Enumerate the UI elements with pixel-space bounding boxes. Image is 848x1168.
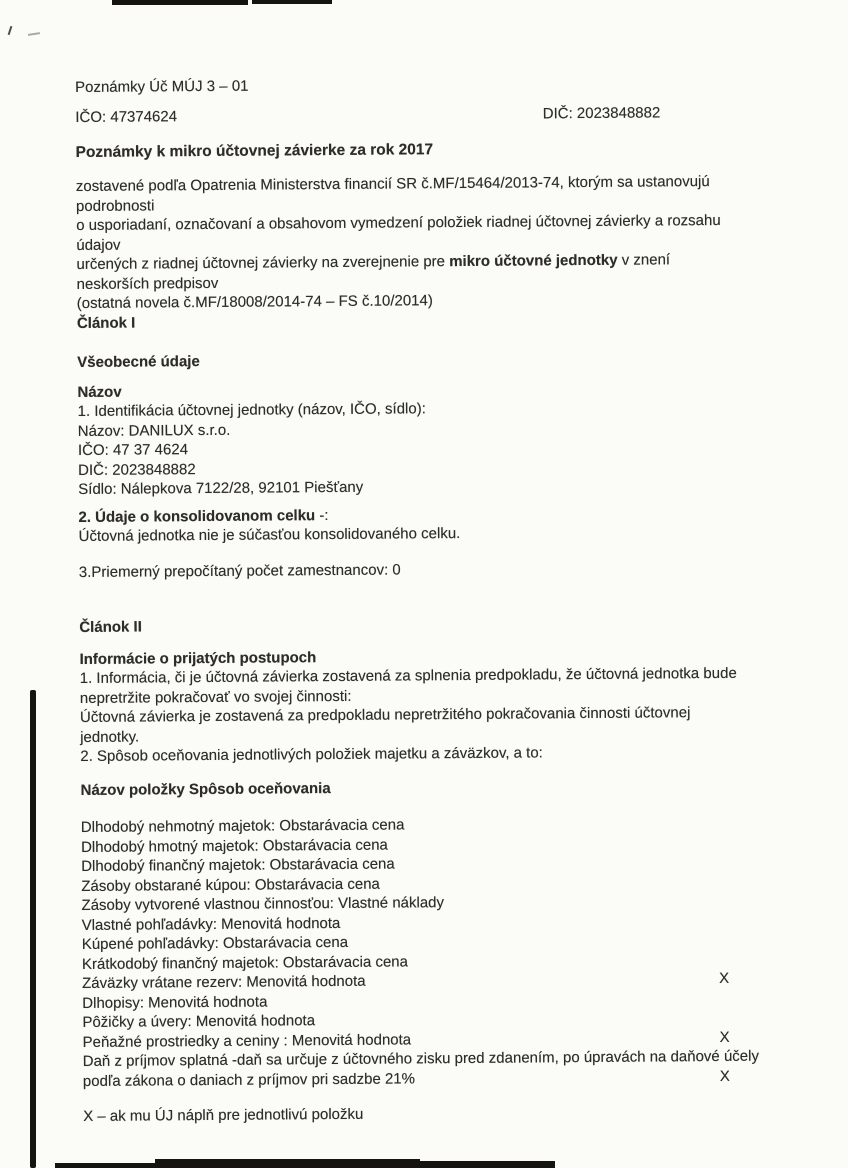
scan-artifact-bottom-strip-3 <box>420 1161 555 1168</box>
procedures-line-2b: jednotky. <box>80 728 140 746</box>
scan-artifact-corner-dash <box>28 32 40 36</box>
consolidation-heading-bold: 2. Údaje o konsolidovanom celku <box>78 506 316 526</box>
intro-line-4: údajov <box>76 236 121 254</box>
valuation-item-text: Zásoby vytvorené vlastnou činnosťou: Vlastné náklady <box>81 894 445 914</box>
identification-line-5: Sídlo: Nálepkova 7122/28, 92101 Piešťany <box>78 478 364 498</box>
article-2-heading: Článok II <box>79 618 142 636</box>
valuation-item-text: Dlhopisy: Menovitá hodnota <box>82 993 268 1012</box>
valuation-footnote: X – ak mu ÚJ náplň pre jednotlivú položku <box>83 1105 364 1125</box>
procedures-line-1a: 1. Informácia, či je účtovná závierka zostavená za splnenia predpokladu, že účtovná jednotka bude <box>79 664 737 687</box>
valuation-item-text: Dlhodobý hmotný majetok: Obstarávacia cena <box>80 836 388 856</box>
nazov-heading: Názov <box>77 383 122 401</box>
scan-artifact-corner-mark <box>8 26 13 35</box>
valuation-item-mark: X <box>719 969 730 987</box>
procedures-block <box>79 644 805 767</box>
valuation-item-text: Krátkodobý finančný majetok: Obstarávacia cena <box>81 952 409 973</box>
valuation-item-text: Dlhodobý finančný majetok: Obstarávacia cena <box>81 855 395 875</box>
valuation-list <box>81 812 808 1091</box>
identification-line-4: DIČ: 2023848882 <box>78 460 196 479</box>
scan-artifact-top-strip-right <box>252 0 332 4</box>
valuation-item <box>83 1046 783 1090</box>
intro-line-6: neskorších predpisov <box>76 274 219 293</box>
document-page <box>75 72 808 1126</box>
intro-line-5-bold: mikro účtovné jednotky <box>449 251 618 271</box>
intro-line-2: podrobnosti <box>75 196 155 215</box>
scan-artifact-bottom-strip-1 <box>55 1163 155 1168</box>
header-ids-row <box>75 103 660 127</box>
intro-line-3: o usporiadaní, označovaní a obsahovom vymedzení položiek riadnej účtovnej závierky a rozsahu <box>76 211 721 234</box>
valuation-heading: Názov položky Spôsob oceňovania <box>80 779 331 799</box>
procedures-line-1b: nepretržite pokračovať vo svojej činnosti: <box>79 687 352 707</box>
intro-line-5-pre: určených z riadnej účtovnej závierky na zverejnenie pre <box>76 253 450 273</box>
valuation-item-text: Daň z príjmov splatná -daň sa určuje z účtovného zisku pred zdanením, po úpravách na daňové účely podľa zákona o daniach z príjmov pri sadzbe 21% <box>82 1047 760 1090</box>
valuation-item-text: Pôžičky a úvery: Menovitá hodnota <box>82 1012 316 1031</box>
dic-value: DIČ: 2023848882 <box>542 103 661 122</box>
valuation-item-text: Peňažné prostriedky a ceniny : Menovitá hodnota <box>82 1030 412 1051</box>
procedures-line-2a: Účtovná závierka je zostavená za predpokladu nepretržitého pokračovania činnosti účtovnej <box>79 704 691 726</box>
intro-line-7: (ostatná novela č.MF/18008/2014-74 – FS č.10/2014) <box>76 292 433 312</box>
scan-artifact-bottom-strip-2 <box>155 1159 420 1168</box>
valuation-item-text: Záväzky vrátane rezerv: Menovitá hodnota <box>82 972 366 992</box>
consolidation-body: Účtovná jednotka nie je súčasťou konsolidovaného celku. <box>78 524 461 545</box>
ico-value: IČO: 47374624 <box>75 107 178 126</box>
identification-line-1: 1. Identifikácia účtovnej jednotky (názov, IČO, sídlo): <box>77 400 426 420</box>
intro-paragraph <box>76 171 802 333</box>
identification-line-2: Názov: DANILUX s.r.o. <box>77 421 231 440</box>
valuation-item-text: Vlastné pohľadávky: Menovitá hodnota <box>81 914 341 934</box>
intro-line-1: zostavené podľa Opatrenia Ministerstva financií SR č.MF/15464/2013-74, ktorým sa ustanovujú <box>75 173 710 195</box>
form-code: Poznámky Úč MÚJ 3 – 01 <box>75 77 249 96</box>
valuation-item-mark: X <box>719 1028 730 1046</box>
identification-block <box>77 377 803 500</box>
article-1-heading: Článok I <box>76 314 136 332</box>
consolidation-block <box>78 502 803 547</box>
intro-line-5-post: v znení <box>617 251 671 269</box>
procedures-heading: Informácie o prijatých postupoch <box>79 648 317 668</box>
valuation-item-text: Zásoby obstarané kúpou: Obstarávacia cena <box>81 875 380 895</box>
scan-artifact-top-strip-left <box>112 0 248 5</box>
valuation-item-text: Kúpené pohľadávky: Obstarávacia cena <box>81 933 349 953</box>
valuation-item-mark: X <box>719 1067 730 1085</box>
consolidation-heading-suffix: -: <box>315 506 329 524</box>
valuation-item-text: Dlhodobý nehmotný majetok: Obstarávacia cena <box>80 816 405 836</box>
document-title: Poznámky k mikro účtovnej závierke za rok 2017 <box>75 141 434 161</box>
identification-line-3: IČO: 47 37 4624 <box>77 441 189 459</box>
scan-artifact-left-edge-bar <box>30 690 36 1168</box>
procedures-line-3: 2. Spôsob oceňovania jednotlivých položiek majetku a záväzkov, a to: <box>80 744 543 765</box>
employees-line: 3.Priemerný prepočítaný počet zamestnancov: 0 <box>78 560 401 581</box>
general-data-heading: Všeobecné údaje <box>77 353 200 371</box>
